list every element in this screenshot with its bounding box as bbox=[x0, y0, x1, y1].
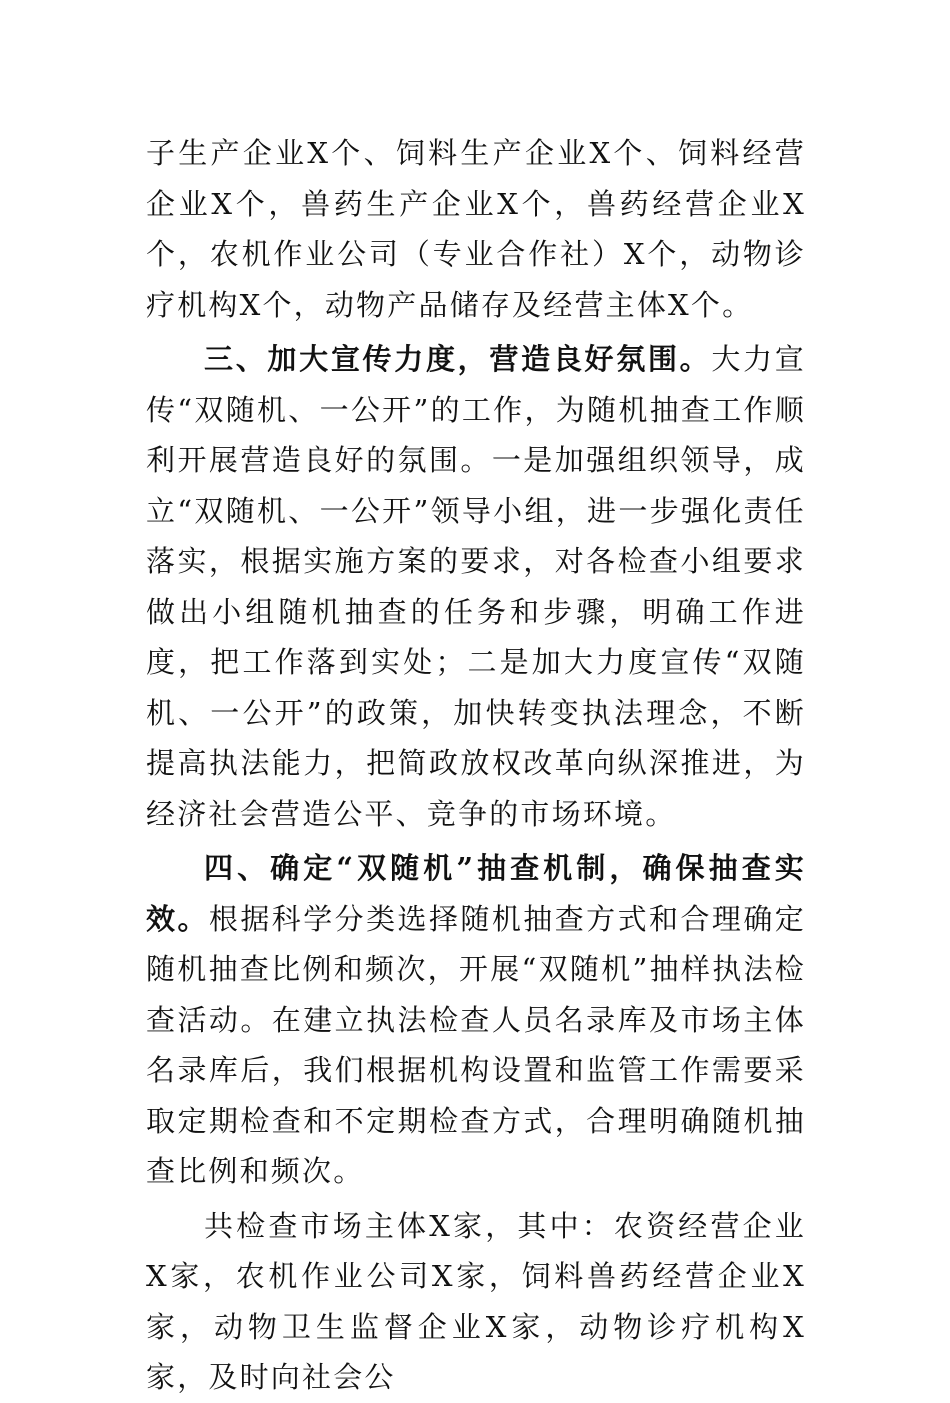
paragraph-continuation bbox=[146, 128, 806, 330]
section-heading-four: 四、确定“双随机”抽查机制，确保抽查实效。 bbox=[146, 851, 806, 936]
section-heading-three: 三、加大宣传力度，营造良好氛围。 bbox=[204, 342, 712, 376]
paragraph-text: 子生产企业X个、饲料生产企业X个、饲料经营企业X个，兽药生产企业X个，兽药经营企业X个，农机作业公司（专业合作社）X个，动物诊疗机构X个，动物产品储存及经营主体X个。 bbox=[146, 136, 806, 322]
paragraph-text: 共检查市场主体X家，其中：农资经营企业X家，农机作业公司X家，饲料兽药经营企业X家，动物卫生监督企业X家，动物诊疗机构X家，及时向社会公 bbox=[146, 1208, 806, 1394]
paragraph-text: 大力宣传“双随机、一公开”的工作，为随机抽查工作顺利开展营造良好的氛围。一是加强组织领导，成立“双随机、一公开”领导小组，进一步强化责任落实，根据实施方案的要求，对各检查小组要求做出小组随机抽查的任务和步骤，明确工作进度，把工作落到实处；二是加大力度宣传“双随机、一公开”的政策，加快转变执法理念，不断提高执法能力，把简政放权改革向纵深推进，为经济社会营造公平、竞争的市场环境。 bbox=[146, 342, 806, 831]
paragraph-text: 根据科学分类选择随机抽查方式和合理确定随机抽查比例和频次，开展“双随机”抽样执法检查活动。在建立执法检查人员名录库及市场主体名录库后，我们根据机构设置和监管工作需要采取定期检查和不定期检查方式，合理明确随机抽查比例和频次。 bbox=[146, 901, 806, 1188]
paragraph-inspection-summary bbox=[146, 1201, 806, 1403]
document-body bbox=[146, 128, 806, 1403]
paragraph-mechanism bbox=[146, 843, 806, 1197]
paragraph-publicity bbox=[146, 334, 806, 839]
